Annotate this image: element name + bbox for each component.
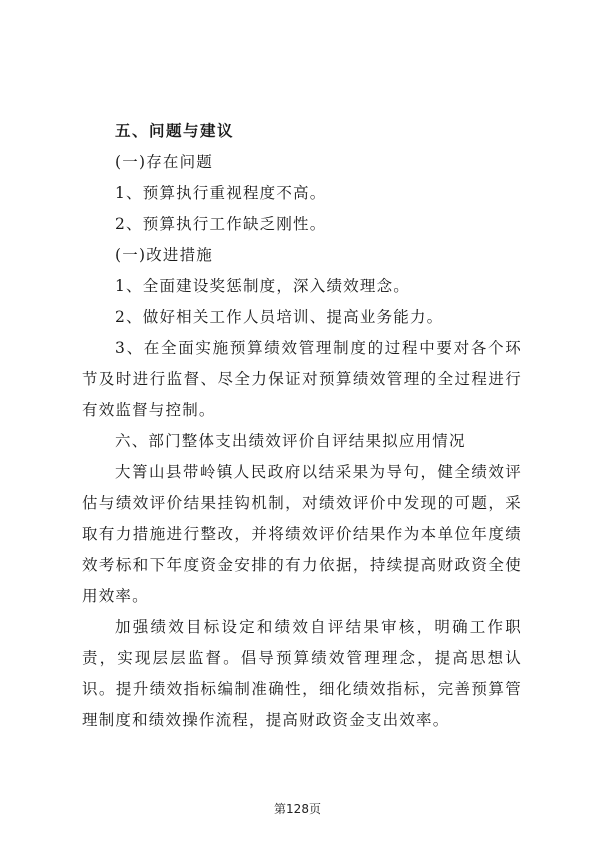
problem-item-2: 2、预算执行工作缺乏刚性。 (115, 215, 327, 233)
measure-item-1: 1、全面建设奖惩制度，深入绩效理念。 (115, 277, 410, 295)
subheading-improvement-measures: (一)改进措施 (115, 246, 213, 264)
section-heading: 五、问题与建议 (115, 122, 235, 140)
measure-item-3: 3、在全面实施预算绩效管理制度的过程中要对各个环节及时进行监督、尽全力保证对预算绩效管理的全过程进行有效监督与控制。 (82, 339, 522, 419)
problem-item-1: 1、预算执行重视程度不高。 (115, 184, 327, 202)
page-number: 第128页 (274, 802, 321, 816)
document-body (82, 116, 522, 736)
section-six-heading: 六、部门整体支出绩效评价自评结果拟应用情况 (115, 432, 466, 450)
measure-item-2: 2、做好相关工作人员培训、提高业务能力。 (115, 308, 444, 326)
body-paragraph-1: 大箐山县带岭镇人民政府以结采果为导句，健全绩效评估与绩效评价结果挂钩机制，对绩效评价中发现的可题，采取有力措施进行整改，并将绩效评价结果作为本单位年度绩效考标和下年度资金安排的有力依据，持续提高财政资全使用效率。 (82, 463, 522, 605)
body-paragraph-2: 加强绩效目标设定和绩效自评结果审核，明确工作职责，实现层层监督。倡导预算绩效管理理念，提高思想认识。提升绩效指标编制准确性，细化绩效指标，完善预算管理制度和绩效操作流程，提高财政资金支出效率。 (82, 618, 522, 729)
subheading-existing-problems: (一)存在问题 (115, 153, 213, 171)
